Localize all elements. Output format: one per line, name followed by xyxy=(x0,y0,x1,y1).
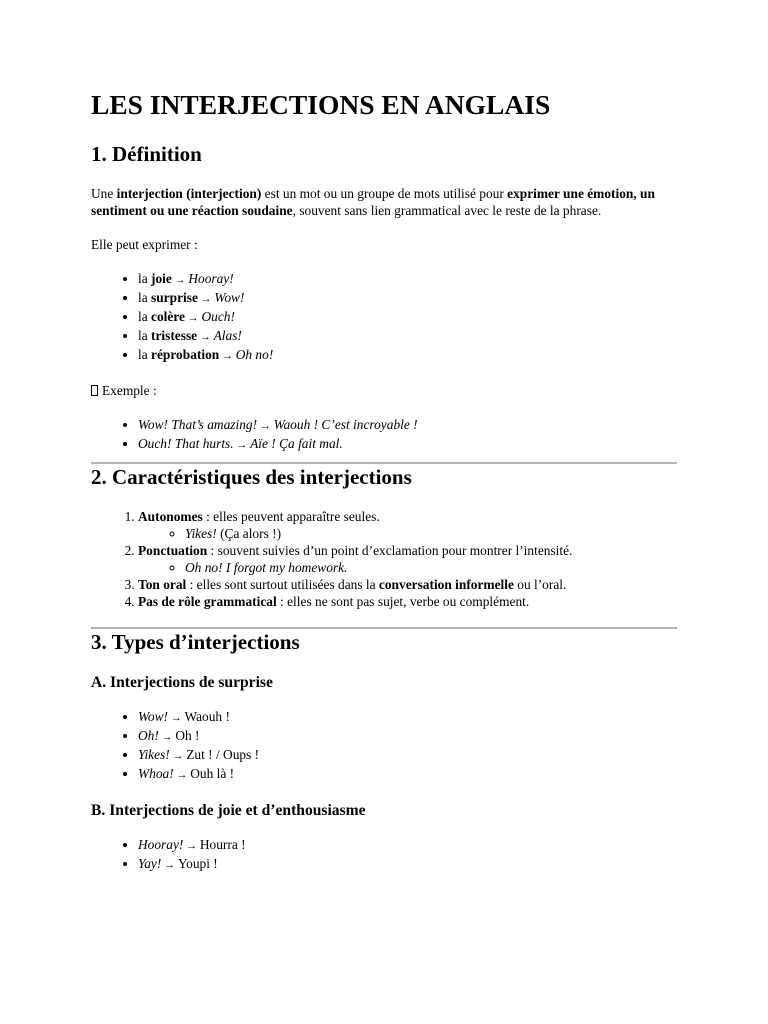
surprise-item xyxy=(138,727,677,746)
arrow-icon: → xyxy=(183,840,200,852)
characteristic-text: : elles peuvent apparaître seules. xyxy=(202,509,380,524)
interjection-english: Yay! xyxy=(138,856,162,871)
subsection-a-heading: A. Interjections de surprise xyxy=(91,674,273,691)
interjection-english: Yikes! xyxy=(138,747,170,762)
interjection-french: Youpi ! xyxy=(177,856,218,871)
definition-end: , souvent sans lien grammatical avec le reste de la phrase. xyxy=(292,203,602,218)
joy-item xyxy=(138,855,677,874)
definition-middle: est un mot ou un groupe de mots utilisé pour xyxy=(261,186,508,201)
example-english: Wow! That’s amazing! xyxy=(138,417,258,432)
example-french: Aïe ! Ça fait mal. xyxy=(250,436,343,451)
arrow-icon: → xyxy=(158,731,176,743)
emotion-word: joie xyxy=(151,271,172,286)
characteristic-text: : elles sont surtout utilisées dans la xyxy=(186,577,379,592)
characteristic-text-end: ou l’oral. xyxy=(513,577,567,592)
example-label-line xyxy=(91,382,677,399)
characteristic-subitem xyxy=(185,559,677,576)
emotion-prefix: la xyxy=(138,347,152,362)
arrow-icon: → xyxy=(219,350,236,362)
subsection-b-heading: B. Interjections de joie et d’enthousiasme xyxy=(91,802,366,819)
example-list xyxy=(91,416,677,454)
characteristic-item xyxy=(138,542,677,576)
interjection-french: Oh ! xyxy=(175,728,200,743)
definition-term: interjection (interjection) xyxy=(116,186,262,201)
emotion-word: colère xyxy=(151,309,185,324)
emotion-example: Ouch! xyxy=(201,309,235,324)
emotion-item xyxy=(138,289,677,308)
characteristic-text: : elles ne sont pas sujet, verbe ou complément. xyxy=(276,594,530,609)
characteristic-term: Pas de rôle grammatical xyxy=(138,594,277,609)
emotion-prefix: la xyxy=(138,328,152,343)
arrow-icon: → xyxy=(161,859,178,871)
arrow-icon: → xyxy=(169,750,187,762)
characteristics-list xyxy=(91,508,677,610)
interjection-english: Hooray! xyxy=(138,837,184,852)
emotion-word: tristesse xyxy=(151,328,198,343)
definition-paragraph xyxy=(91,185,677,219)
arrow-icon: → xyxy=(197,293,215,305)
example-french: Waouh ! C’est incroyable ! xyxy=(273,417,418,432)
characteristic-subitem xyxy=(185,525,677,542)
arrow-icon: → xyxy=(173,769,191,781)
characteristic-term: Ponctuation xyxy=(138,543,208,558)
surprise-list xyxy=(91,708,677,784)
emotion-item xyxy=(138,346,677,365)
example-english: Ouch! That hurts. xyxy=(138,436,234,451)
characteristic-term: Ton oral xyxy=(138,577,187,592)
emotion-word: réprobation xyxy=(151,347,220,362)
arrow-icon: → xyxy=(171,274,189,286)
interjection-french: Zut ! / Oups ! xyxy=(186,747,260,762)
emotion-example: Alas! xyxy=(213,328,242,343)
section-2-heading: 2. Caractéristiques des interjections xyxy=(91,465,412,489)
emotion-prefix: la xyxy=(138,309,152,324)
arrow-icon: → xyxy=(184,312,202,324)
characteristic-item xyxy=(138,593,677,610)
emotion-item xyxy=(138,270,677,289)
document-title: LES INTERJECTIONS EN ANGLAIS xyxy=(91,89,551,120)
arrow-icon: → xyxy=(233,439,251,451)
interjection-english: Whoa! xyxy=(138,766,174,781)
section-1-heading: 1. Définition xyxy=(91,142,202,166)
emotion-list xyxy=(91,270,677,365)
emotion-prefix: la xyxy=(138,271,152,286)
definition-intro: Une xyxy=(91,186,117,201)
express-intro: Elle peut exprimer : xyxy=(91,237,198,252)
surprise-item xyxy=(138,708,677,727)
interjection-french: Waouh ! xyxy=(184,709,230,724)
arrow-icon: → xyxy=(197,331,214,343)
arrow-icon: → xyxy=(168,712,185,724)
characteristic-sublist xyxy=(138,525,677,542)
emotion-prefix: la xyxy=(138,290,152,305)
arrow-icon: → xyxy=(257,420,274,432)
emotion-item xyxy=(138,308,677,327)
joy-list xyxy=(91,836,677,874)
surprise-item xyxy=(138,765,677,784)
example-item xyxy=(138,416,677,435)
characteristic-item xyxy=(138,508,677,542)
interjection-english: Wow! xyxy=(138,709,169,724)
characteristic-emphasis: conversation informelle xyxy=(378,577,514,592)
example-label: Exemple : xyxy=(102,383,157,398)
emotion-example: Hooray! xyxy=(188,271,234,286)
interjection-english: Oh! xyxy=(138,728,159,743)
characteristic-term: Autonomes xyxy=(138,509,203,524)
subitem-translation: (Ça alors !) xyxy=(216,526,282,541)
characteristic-sublist xyxy=(138,559,677,576)
interjection-french: Ouh là ! xyxy=(190,766,235,781)
emotion-word: surprise xyxy=(151,290,198,305)
definition-bold: exprimer une émotion, un sentiment ou une réaction soudaine xyxy=(91,186,655,218)
subitem-example: Oh no! I forgot my homework. xyxy=(185,560,348,575)
emotion-item xyxy=(138,327,677,346)
emotion-example: Wow! xyxy=(214,290,245,305)
characteristic-item xyxy=(138,576,677,593)
emotion-example: Oh no! xyxy=(235,347,274,362)
surprise-item xyxy=(138,746,677,765)
joy-item xyxy=(138,836,677,855)
characteristic-text: : souvent suivies d’un point d’exclamation pour montrer l’intensité. xyxy=(207,543,573,558)
subitem-example: Yikes! xyxy=(185,526,217,541)
interjection-french: Hourra ! xyxy=(199,837,246,852)
example-item xyxy=(138,435,677,454)
section-3-heading: 3. Types d’interjections xyxy=(91,630,300,654)
missing-glyph-icon xyxy=(91,385,98,396)
